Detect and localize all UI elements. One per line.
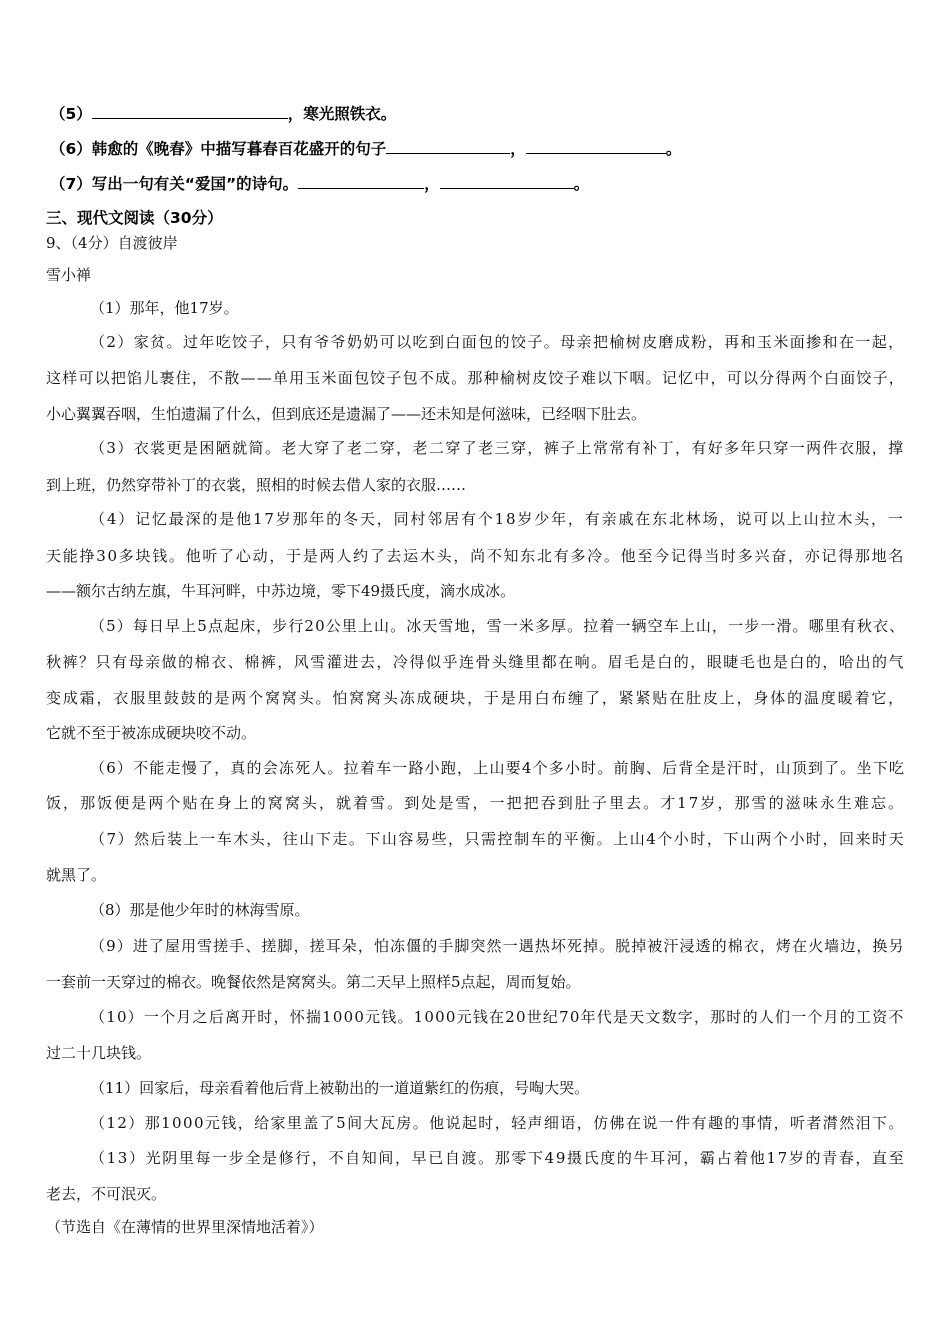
- paragraph-line: （12）那1000元钱，给家里盖了5间大瓦房。他说起时，轻声细语，仿佛在说一件有趣的事情，听者潸然泪下。: [90, 1114, 905, 1132]
- paragraph-line: （10）一个月之后离开时，怀揣1000元钱。1000元钱在20世纪70年代是天文数字，那时的人们一个月的工资不: [90, 1008, 905, 1026]
- paragraph-line: 秋裤？只有母亲做的棉衣、棉裤，风雪灌进去，冷得似乎连骨头缝里都在响。眉毛是白的，眼睫毛也是白的，哈出的气: [46, 653, 906, 671]
- q7-separator: ，: [424, 175, 440, 193]
- paragraph-line: （5）每日早上5点起床，步行20公里上山。冰天雪地，雪一米多厚。拉着一辆空车上山，一步一滑。哪里有秋衣、: [90, 617, 906, 635]
- paragraph-line: 老去，不可泯灭。: [46, 1185, 167, 1203]
- q7-answer-blank-1[interactable]: [298, 173, 424, 189]
- fill-in-q5: [50, 102, 396, 124]
- fill-in-q7: [50, 172, 589, 194]
- paragraph-line: 过二十几块钱。: [46, 1044, 152, 1062]
- paragraph-line: 这样可以把馅儿裹住，不散——单用玉米面包饺子包不成。那种榆树皮饺子难以下咽。记忆中，可以分得两个白面饺子，: [46, 369, 906, 387]
- paragraph-line: （8）那是他少年时的林海雪原。: [90, 901, 310, 919]
- q5-text: ，寒光照铁衣。: [287, 105, 397, 123]
- q5-answer-blank[interactable]: [92, 103, 288, 119]
- paragraph-line: （2）家贫。过年吃饺子，只有爷爷奶奶可以吃到白面包的饺子。母亲把榆树皮磨成粉，再和玉米面掺和在一起，: [90, 333, 905, 351]
- paragraph-line: （7）然后装上一车木头，往山下走。下山容易些，只需控制车的平衡。上山4个小时，下山两个小时，回来时天: [90, 830, 906, 848]
- q6-separator: ，: [510, 140, 526, 158]
- paragraph-line: （13）光阴里每一步全是修行，不自知间，早已自渡。那零下49摄氏度的牛耳河，霸占着他17岁的青春，直至: [90, 1149, 906, 1167]
- paragraph-line: 饭，那饭便是两个贴在身上的窝窝头，就着雪。到处是雪，一把把吞到肚子里去。才17岁，那雪的滋味永生难忘。: [46, 794, 906, 812]
- q6-end: 。: [665, 140, 682, 158]
- paragraph-line: 一套前一天穿过的棉衣。晚餐依然是窝窝头。第二天早上照样5点起，周而复始。: [46, 973, 581, 991]
- paragraph-line: （4）记忆最深的是他17岁那年的冬天，同村邻居有个18岁少年，有亲戚在东北林场，说可以上山拉木头，一: [90, 510, 905, 528]
- q5-number: （5）: [50, 105, 92, 123]
- paragraph-line: 小心翼翼吞咽，生怕遗漏了什么，但到底还是遗漏了——还未知是何滋味，已经咽下肚去。: [46, 405, 647, 423]
- q7-end: 。: [573, 175, 590, 193]
- paragraph-line: （6）不能走慢了，真的会冻死人。拉着车一路小跑，上山要4个多小时。前胸、后背全是汗时，山顶到了。坐下吃: [90, 759, 906, 777]
- paragraph-line: （11）回家后，母亲看着他后背上被勒出的一道道紫红的伤痕，号啕大哭。: [90, 1079, 590, 1097]
- question-title: 9、（4分）自渡彼岸: [46, 234, 178, 252]
- section-title: 三、现代文阅读（30分）: [46, 209, 223, 227]
- q6-answer-blank-1[interactable]: [386, 138, 510, 154]
- article-source: （节选自《在薄情的世界里深情地活着》）: [46, 1218, 324, 1236]
- paragraph-line: 它就不至于被冻成硬块咬不动。: [46, 724, 257, 742]
- paragraph-line: （3）衣裳更是困陋就简。老大穿了老二穿，老二穿了老三穿，裤子上常常有补丁，有好多年只穿一两件衣服，撑: [90, 439, 905, 457]
- paragraph-line: （9）进了屋用雪搓手、搓脚，搓耳朵，怕冻僵的手脚突然一遇热坏死掉。脱掉被汗浸透的棉衣，烤在火墙边，换另: [90, 937, 905, 955]
- paragraph-line: 变成霜，衣服里鼓鼓的是两个窝窝头。怕窝窝头冻成硬块，于是用白布缠了，紧紧贴在肚皮上，身体的温度暖着它，: [46, 689, 906, 707]
- paragraph-line: （1）那年，他17岁。: [90, 299, 239, 317]
- q6-answer-blank-2[interactable]: [526, 138, 666, 154]
- paragraph-line: 到上班，仍然穿带补丁的衣裳，照相的时候去借人家的衣服……: [46, 476, 467, 494]
- article-author: 雪小禅: [46, 266, 92, 284]
- paragraph-line: ——额尔古纳左旗，牛耳河畔，中苏边境，零下49摄氏度，滴水成冰。: [46, 582, 516, 600]
- q7-answer-blank-2[interactable]: [440, 173, 574, 189]
- fill-in-q6: [50, 137, 681, 159]
- q7-prompt: （7）写出一句有关“爱国”的诗句。: [50, 175, 299, 193]
- q6-prompt: （6）韩愈的《晚春》中描写暮春百花盛开的句子: [50, 140, 387, 158]
- paragraph-line: 天能挣30多块钱。他听了心动，于是两人约了去运木头，尚不知东北有多冷。他至今记得当时多兴奋，亦记得那地名: [46, 547, 906, 565]
- paragraph-line: 就黑了。: [46, 866, 107, 884]
